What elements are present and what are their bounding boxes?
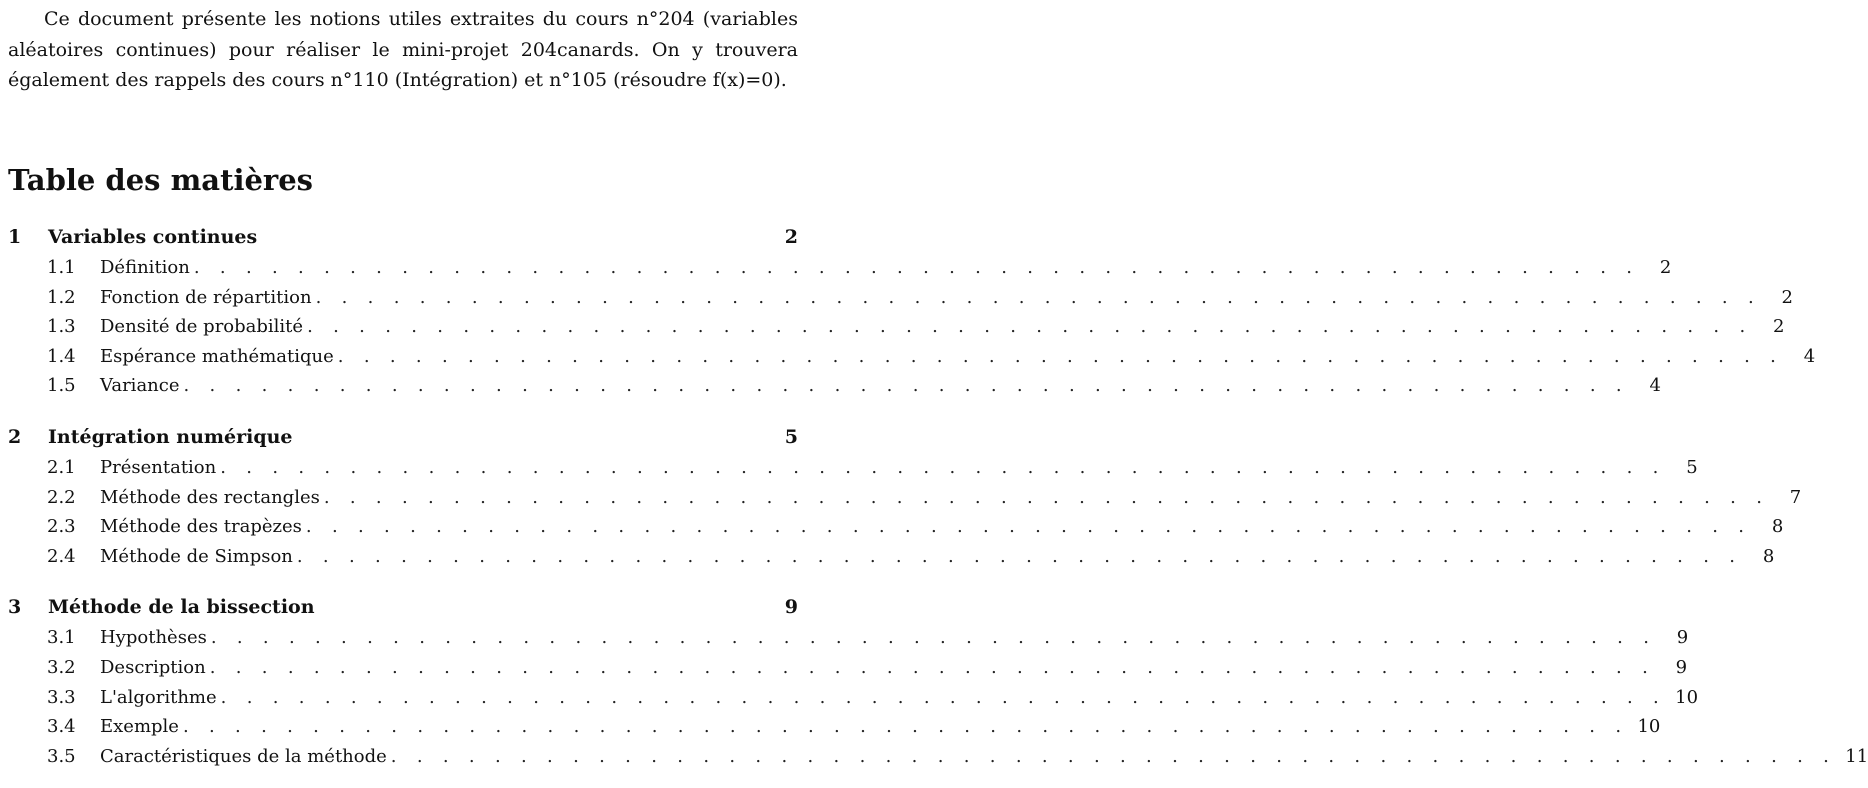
subsection-number: 2.4 [47,545,76,567]
subsection-title: Méthode des rectangles [100,486,320,508]
subsection-page: 5 [1686,456,1698,478]
toc-subsection-entry[interactable] [8,512,1784,542]
toc-section-2 [8,422,1802,571]
subsection-title: Caractéristiques de la méthode [100,745,387,767]
toc-section-entry[interactable] [8,592,798,623]
section-page: 2 [784,226,798,248]
dot-leader: . . . . . . . . . . . . . . . . . . . . . . . . . . . . . . . . . . . . . . . . . . . . . . . . . . . . . . . . [193,257,1640,278]
toc-subsection-entry[interactable] [8,483,1802,513]
toc-subsection-entry[interactable] [8,623,1689,653]
dot-leader: . . . . . . . . . . . . . . . . . . . . . . . . . . . . . . . . . . . . . . . . . . . . . . . . . . . . . . . . [337,345,1784,367]
toc-section-entry[interactable] [8,422,798,453]
subsection-number: 3.5 [47,745,76,767]
intro-paragraph: Ce document présente les notions utiles extraites du cours n°204 (variables aléatoires continues) pour réaliser le mini-projet 204canards. On y trouvera également des rappels des cours n°110 (Intégration) et n°105 (résoudre f(x)=0). [8,8,798,91]
dot-leader: . . . . . . . . . . . . . . . . . . . . . . . . . . . . . . . . . . . . . . . . . . . . . . . . . . . . . . . . [315,286,1761,308]
toc-subsection-entry[interactable] [8,453,1698,483]
subsection-title: Espérance mathématique [100,345,334,367]
toc-subsection-entry[interactable] [8,312,1785,342]
subsection-page: 7 [1789,486,1802,508]
subsection-title: Fonction de répartition [100,286,312,308]
subsection-page: 4 [1649,375,1661,397]
toc-subsection-entry[interactable] [8,683,1699,713]
toc-subsection-entry[interactable] [8,253,1672,283]
dot-leader: . . . . . . . . . . . . . . . . . . . . . . . . . . . . . . . . . . . . . . . . . . . . . . . . . . . . . . . . [209,656,1656,678]
section-title: Méthode de la bissection [48,596,315,619]
subsection-page: 10 [1637,716,1661,738]
toc-subsection-entry[interactable] [8,653,1688,683]
subsection-number: 2.2 [47,486,76,508]
dot-leader: . . . . . . . . . . . . . . . . . . . . . . . . . . . . . . . . . . . . . . . . . . . . . . . . . . . . . . . . [390,745,1837,767]
subsection-number: 1.1 [47,257,76,278]
section-page: 5 [784,425,798,448]
subsection-title: Méthode de Simpson [100,545,293,567]
dot-leader: . . . . . . . . . . . . . . . . . . . . . . . . . . . . . . . . . . . . . . . . . . . . . . . . . . . . . . . . [220,456,1666,478]
subsection-number: 1.2 [47,286,76,308]
subsection-page: 10 [1675,686,1699,708]
table-of-contents [8,222,1868,771]
subsection-number: 3.2 [47,656,76,678]
subsection-title: Présentation [100,456,217,478]
subsection-number: 3.4 [47,716,76,738]
subsection-page: 2 [1781,286,1793,308]
subsection-page: 11 [1845,745,1868,767]
subsection-title: Exemple [100,716,179,738]
toc-section-1 [8,222,1816,401]
dot-leader: . . . . . . . . . . . . . . . . . . . . . . . . . . . . . . . . . . . . . . . . . . . . . . . . . . . . . . . . [182,716,1629,738]
dot-leader: . . . . . . . . . . . . . . . . . . . . . . . . . . . . . . . . . . . . . . . . . . . . . . . . . . . . . . . . [220,686,1667,708]
subsection-title: L'algorithme [100,686,217,708]
section-number: 2 [8,425,22,448]
subsection-page: 8 [1762,545,1775,567]
section-page: 9 [784,596,798,619]
subsection-number: 2.1 [47,456,76,478]
dot-leader: . . . . . . . . . . . . . . . . . . . . . . . . . . . . . . . . . . . . . . . . . . . . . . . . . . . . . . . . [323,486,1770,508]
toc-subsection-entry[interactable] [8,712,1661,742]
subsection-page: 2 [1773,316,1785,338]
dot-leader: . . . . . . . . . . . . . . . . . . . . . . . . . . . . . . . . . . . . . . . . . . . . . . . . . . . . . . . . [307,316,1753,338]
subsection-page: 8 [1771,516,1784,538]
subsection-number: 1.4 [47,345,76,367]
subsection-number: 2.3 [47,516,76,538]
subsection-page: 2 [1659,257,1672,278]
toc-subsection-entry[interactable] [8,283,1793,313]
section-number: 1 [8,226,22,248]
toc-subsection-entry[interactable] [8,342,1816,372]
dot-leader: . . . . . . . . . . . . . . . . . . . . . . . . . . . . . . . . . . . . . . . . . . . . . . . . . . . . . . . . [210,627,1657,649]
toc-section-entry[interactable] [8,222,798,253]
subsection-title: Densité de probabilité [100,316,304,338]
toc-section-3 [8,592,1868,771]
subsection-title: Méthode des trapèzes [100,516,302,538]
subsection-number: 1.5 [47,375,76,397]
subsection-number: 3.1 [47,627,76,649]
toc-subsection-entry[interactable] [8,742,1868,772]
section-title: Intégration numérique [48,425,293,448]
section-title: Variables continues [48,226,258,248]
toc-subsection-entry[interactable] [8,371,1661,401]
subsection-page: 4 [1803,345,1816,367]
subsection-title: Hypothèses [100,627,207,649]
section-number: 3 [8,596,22,619]
subsection-page: 9 [1675,656,1688,678]
subsection-title: Variance [100,375,180,397]
subsection-title: Description [100,656,206,678]
dot-leader: . . . . . . . . . . . . . . . . . . . . . . . . . . . . . . . . . . . . . . . . . . . . . . . . . . . . . . . . [305,516,1752,538]
dot-leader: . . . . . . . . . . . . . . . . . . . . . . . . . . . . . . . . . . . . . . . . . . . . . . . . . . . . . . . . [183,375,1629,397]
dot-leader: . . . . . . . . . . . . . . . . . . . . . . . . . . . . . . . . . . . . . . . . . . . . . . . . . . . . . . . . [296,545,1743,567]
subsection-number: 3.3 [47,686,76,708]
toc-title: Table des matières [8,163,313,197]
subsection-title: Définition [100,257,190,278]
toc-subsection-entry[interactable] [8,542,1775,572]
subsection-number: 1.3 [47,316,76,338]
subsection-page: 9 [1676,627,1689,649]
